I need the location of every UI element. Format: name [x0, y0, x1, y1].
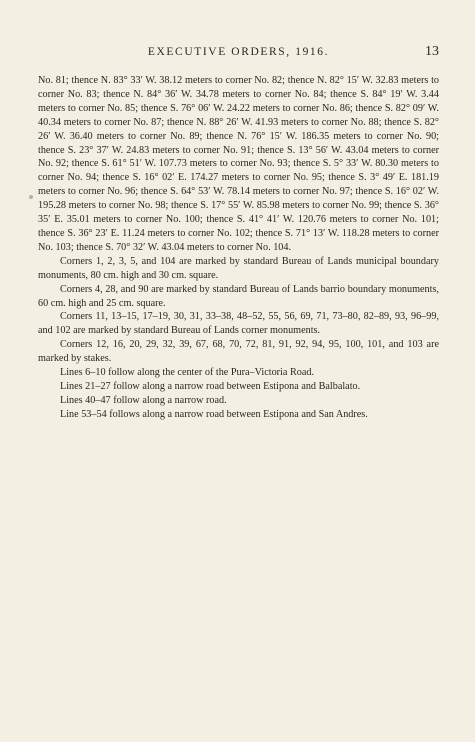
- document-page: [38, 44, 439, 422]
- paragraph-lines-6-10: Lines 6–10 follow along the center of the Pura–Victoria Road.: [60, 367, 315, 379]
- paragraph-line-53-54: Line 53–54 follows along a narrow road between Estipona and San Andres.: [60, 408, 368, 420]
- paragraph-boundary-description: No. 81; thence N. 83° 33′ W. 38.12 meters to corner No. 82; thence N. 82° 15′ W. 32.83 meters to corner No. 83; thence N. 84° 36′ W. 34.78 meters to corner No. 84; thence S. 84° 19′ W. 3.44 meters to corner No. 85; thence S. 76° 06′ W. 24.22 meters to corner No. 86; thence S. 82° 09′ W. 40.34 meters to corner No. 87; thence N. 88° 26′ W. 41.93 meters to corner No. 88; thence S. 82° 26′ W. 36.40 meters to corner No. 89; thence N. 76° 15′ W. 186.35 meters to corner No. 90; thence S. 23° 37′ W. 24.83 meters to corner No. 91; thence S. 13° 56′ W. 43.04 meters to corner No. 92; thence S. 61° 51′ W. 107.73 meters to corner No. 93; thence S. 5° 33′ W. 80.30 meters to corner No. 94; thence S. 16° 02′ E. 174.27 meters to corner No. 95; thence S. 3° 49′ E. 181.19 meters to corner No. 96; thence S. 64° 53′ W. 78.14 meters to corner No. 97; thence S. 16° 02′ W. 195.28 meters to corner No. 98; thence S. 17° 55′ W. 85.98 meters to corner No. 99; thence S. 36° 35′ E. 35.01 meters to corner No. 100; thence S. 41° 41′ W. 120.76 meters to corner No. 101; thence S. 36° 23′ E. 11.24 meters to corner No. 102; thence S. 71° 13′ W. 118.28 meters to corner No. 103; thence S. 70° 32′ W. 43.04 meters to corner No. 104.: [38, 75, 439, 253]
- paragraph-stakes: Corners 12, 16, 20, 29, 32, 39, 67, 68, 70, 72, 81, 91, 92, 94, 95, 100, 101, and 103 are marked by stakes.: [38, 339, 439, 365]
- paragraph-municipal-monuments: Corners 1, 2, 3, 5, and 104 are marked by standard Bureau of Lands municipal boundary monuments, 80 cm. high and 30 cm. square.: [38, 255, 439, 281]
- running-head: EXECUTIVE ORDERS, 1916.: [147, 46, 330, 58]
- page-number: 13: [425, 44, 439, 59]
- body-text: [38, 74, 439, 422]
- paragraph-barrio-monuments: Corners 4, 28, and 90 are marked by standard Bureau of Lands barrio boundary monuments, 60 cm. high and 25 cm. square.: [38, 283, 439, 309]
- paragraph-lines-21-27: Lines 21–27 follow along a narrow road between Estipona and Balbalato.: [60, 380, 361, 392]
- paragraph-lines-40-47: Lines 40–47 follow along a narrow road.: [60, 394, 227, 406]
- page-header: [38, 44, 439, 66]
- paper-speck: [29, 195, 33, 199]
- paragraph-corner-monuments: Corners 11, 13–15, 17–19, 30, 31, 33–38, 48–52, 55, 56, 69, 71, 73–80, 82–89, 93, 96–99, and 102 are marked by standard Bureau of Lands corner monuments.: [38, 311, 439, 337]
